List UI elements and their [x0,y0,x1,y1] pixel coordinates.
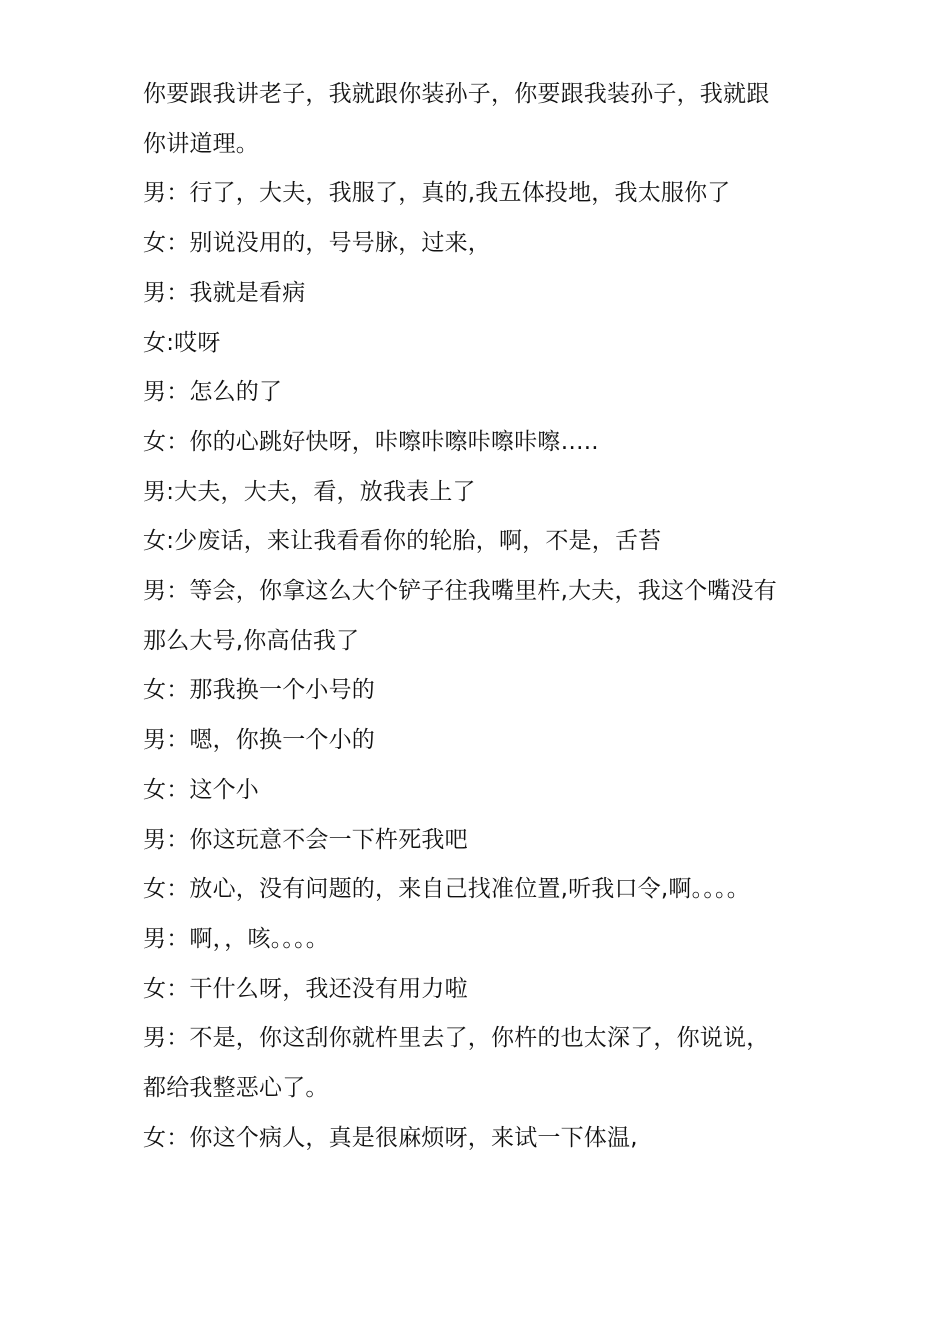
text-line: 男：不是，你这刮你就杵里去了，你杵的也太深了，你说说， [143,1025,770,1052]
text-line: 男:大夫，大夫，看，放我表上了 [143,478,476,505]
text-line: 女：干什么呀，我还没有用力啦 [143,975,468,1002]
text-line: 都给我整恶心了。 [143,1075,329,1102]
text-line: 女：你这个病人，真是很麻烦呀，来试一下体温, [143,1124,638,1151]
text-line: 女：那我换一个小号的 [143,677,375,704]
text-line: 女：别说没用的，号号脉，过来， [143,230,491,257]
text-line: 女:哎呀 [143,329,221,356]
dialogue-text [143,70,823,1163]
text-line: 男：等会，你拿这么大个铲子往我嘴里杵,大夫，我这个嘴没有 [143,578,777,605]
text-line: 那么大号,你高估我了 [143,627,360,654]
text-line: 男：啊，，咳。。。。 [143,925,329,952]
text-line: 女：这个小 [143,776,259,803]
text-line: 女:少废话，来让我看看你的轮胎，啊，不是，舌苔 [143,528,662,555]
text-line: 女：你的心跳好快呀，咔嚓咔嚓咔嚓咔嚓….. [143,428,599,455]
text-line: 男：你这玩意不会一下杵死我吧 [143,826,468,853]
text-line: 女：放心，没有问题的，来自己找准位置,听我口令,啊。。。。 [143,876,750,903]
text-line: 男：我就是看病 [143,279,306,306]
text-line: 男：怎么的了 [143,379,283,406]
text-line: 男：嗯，你换一个小的 [143,727,375,754]
text-line: 你讲道理。 [143,130,259,157]
text-line: 你要跟我讲老子，我就跟你装孙子，你要跟我装孙子，我就跟 [143,81,770,107]
text-line: 男：行了，大夫，我服了，真的,我五体投地，我太服你了 [143,180,731,207]
